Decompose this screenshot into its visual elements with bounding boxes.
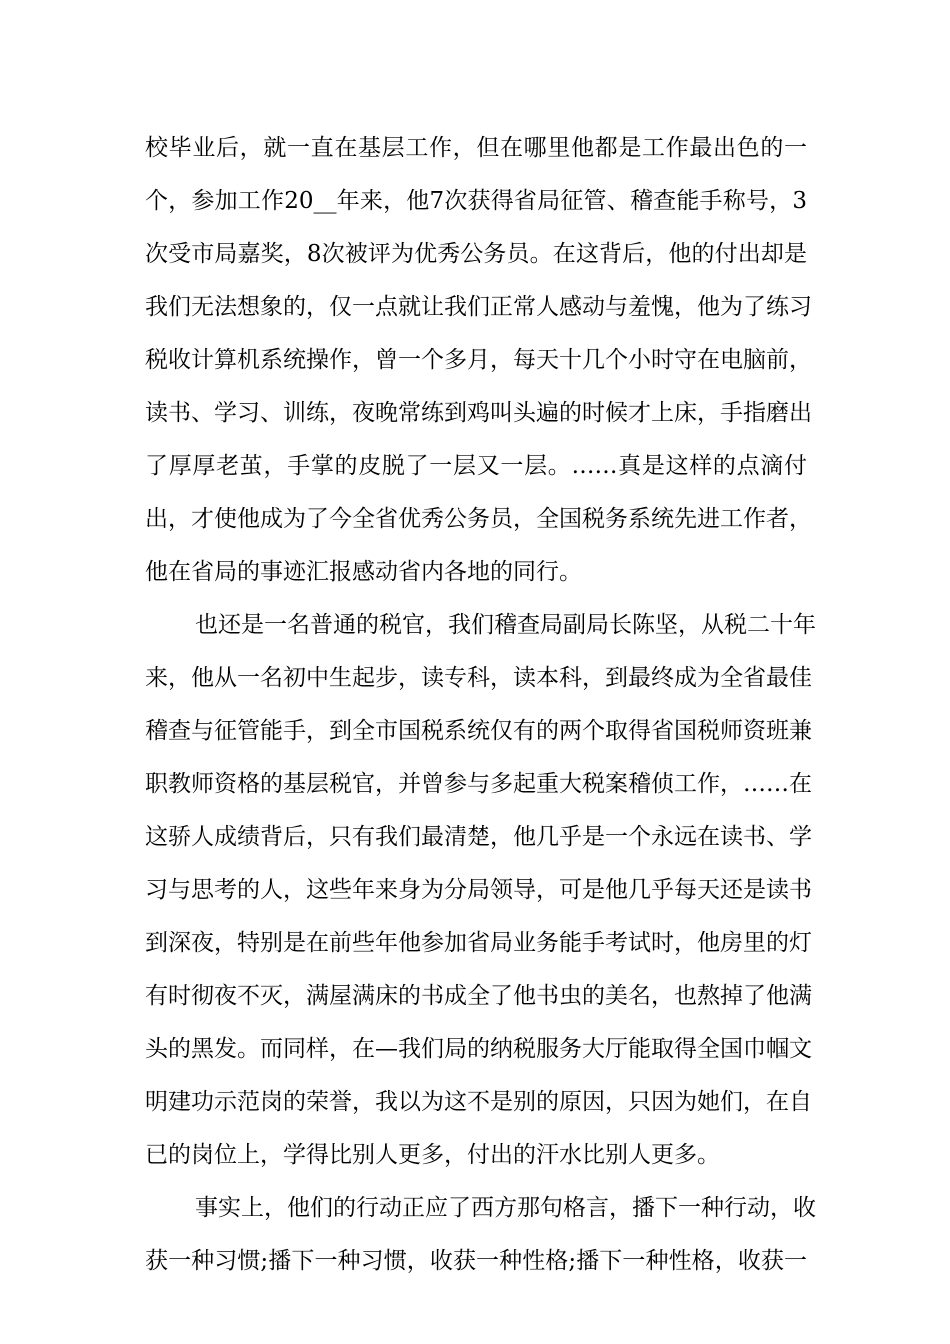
text-line: 有时彻夜不灭，满屋满床的书成全了他书虫的美名，也熬掉了他满 bbox=[145, 983, 812, 1009]
text-line: 次受市局嘉奖，8次被评为优秀公务员。在这背后，他的付出却是 bbox=[145, 241, 807, 267]
text-line: 个，参加工作20__年来，他7次获得省局征管、稽查能手称号，3 bbox=[145, 188, 807, 214]
text-line: 事实上，他们的行动正应了西方那句格言，播下一种行动，收 bbox=[195, 1195, 816, 1221]
text-line: 获一种习惯;播下一种习惯，收获一种性格;播下一种性格，收获一 bbox=[145, 1248, 807, 1274]
text-line: 他在省局的事迹汇报感动省内各地的同行。 bbox=[145, 559, 582, 585]
text-line: 了厚厚老茧，手掌的皮脱了一层又一层。……真是这样的点滴付 bbox=[145, 453, 807, 479]
text-line: 也还是一名普通的税官，我们稽查局副局长陈坚，从税二十年 bbox=[195, 612, 816, 638]
text-line: 已的岗位上，学得比别人更多，付出的汗水比别人更多。 bbox=[145, 1142, 720, 1168]
text-line: 习与思考的人，这些年来身为分局领导，可是他几乎每天还是读书 bbox=[145, 877, 812, 903]
text-line: 我们无法想象的，仅一点就让我们正常人感动与羞愧，他为了练习 bbox=[145, 294, 812, 320]
text-line: 来，他从一名初中生起步，读专科，读本科，到最终成为全省最佳 bbox=[145, 665, 812, 691]
text-line: 这骄人成绩背后，只有我们最清楚，他几乎是一个永远在读书、学 bbox=[145, 824, 812, 850]
text-line: 出，才使他成为了今全省优秀公务员，全国税务系统先进工作者， bbox=[145, 506, 812, 532]
text-line: 职教师资格的基层税官，并曾参与多起重大税案稽侦工作，……在 bbox=[145, 771, 812, 797]
text-line: 读书、学习、训练，夜晚常练到鸡叫头遍的时候才上床，手指磨出 bbox=[145, 400, 812, 426]
text-line: 到深夜，特别是在前些年他参加省局业务能手考试时，他房里的灯 bbox=[145, 930, 812, 956]
text-line: 校毕业后，就一直在基层工作，但在哪里他都是工作最出色的一 bbox=[145, 135, 807, 161]
text-line: 稽查与征管能手，到全市国税系统仅有的两个取得省国税师资班兼 bbox=[145, 718, 812, 744]
text-line: 明建功示范岗的荣誉，我以为这不是别的原因，只因为她们，在自 bbox=[145, 1089, 812, 1115]
text-line: 税收计算机系统操作，曾一个多月，每天十几个小时守在电脑前， bbox=[145, 347, 812, 373]
text-line: 头的黑发。而同样，在—我们局的纳税服务大厅能取得全国巾帼文 bbox=[145, 1036, 812, 1062]
